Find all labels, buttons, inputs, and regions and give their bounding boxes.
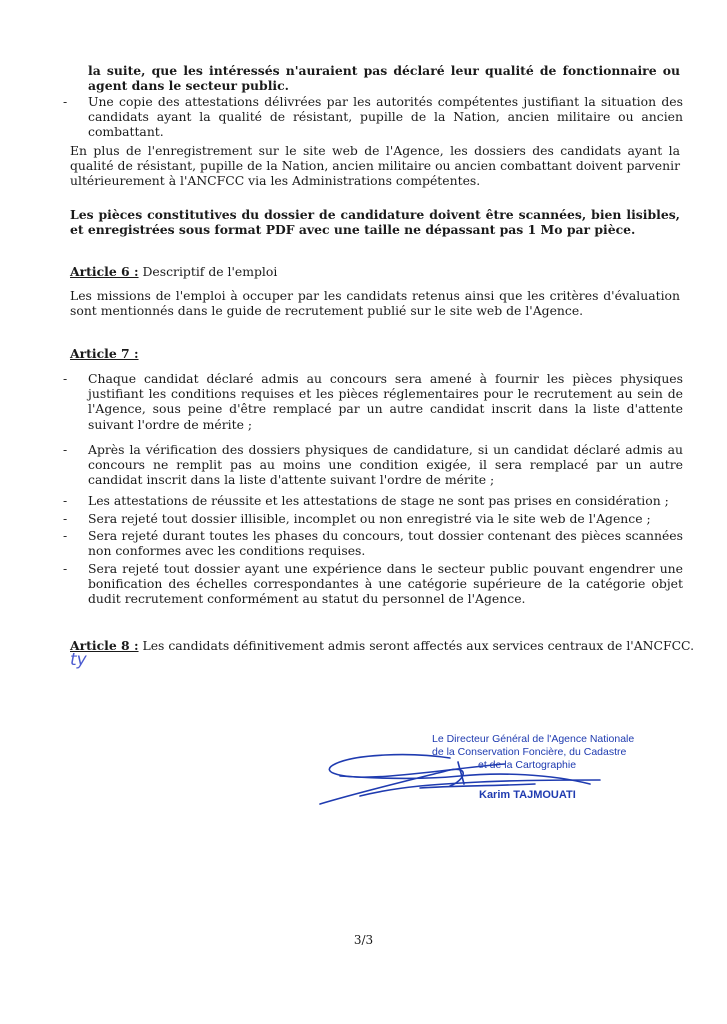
article6-heading: [70, 264, 680, 279]
article7-item-text: Les attestations de réussite et les attestations de stage ne sont pas prises en considération ;: [88, 493, 669, 508]
article7-item-text: Chaque candidat déclaré admis au concours sera amené à fournir les pièces physiques justifiant les conditions requises et les pièces réglementaires pour le recrutement au sein de l'Agence, sous peine d'être remplacé par un autre candidat inscrit dans la liste d'attente suivant l'ordre de mérite ;: [88, 371, 683, 432]
article7-item: [63, 442, 683, 488]
article7-item: [63, 493, 683, 508]
signature-title-line1: Le Directeur Général de l'Agence Nationale: [432, 733, 635, 745]
article6-subtitle: Descriptif de l'emploi: [142, 264, 278, 279]
bullet-dash: -: [63, 371, 68, 386]
article7-item-text: Sera rejeté durant toutes les phases du concours, tout dossier contenant des pièces scannées non conformes avec les conditions requises.: [88, 528, 683, 559]
article7-heading: [70, 346, 680, 361]
article8-title: Article 8 :: [70, 638, 139, 653]
article7-item-text: Sera rejeté tout dossier illisible, incomplet ou non enregistré via le site web de l'Agence ;: [88, 511, 651, 526]
bullet-dash: -: [63, 442, 68, 457]
signatory-name: Karim TAJMOUATI: [479, 789, 576, 801]
scan-requirements-paragraph: Les pièces constitutives du dossier de candidature doivent être scannées, bien lisibles, et enregistrées sous format PDF avec une taille ne dépassant pas 1 Mo par pièce.: [70, 207, 680, 238]
signature-title-line2: de la Conservation Foncière, du Cadastre: [432, 746, 627, 758]
article7-item: [63, 371, 683, 432]
article7-title: Article 7 :: [70, 346, 139, 361]
page-number: 3/3: [353, 933, 374, 947]
article6-title: Article 6 :: [70, 264, 139, 279]
article7-item: [63, 561, 683, 607]
article7-item: [63, 511, 683, 526]
article6-text: Les missions de l'emploi à occuper par les candidats retenus ainsi que les critères d'évaluation sont mentionnés dans le guide de recrutement publié sur le site web de l'Agence.: [70, 288, 680, 319]
article7-item-text: Sera rejeté tout dossier ayant une expérience dans le secteur public pouvant engendrer une bonification des échelles correspondantes à une catégorie supérieure de la catégorie objet dudit recrutement conformément au statut du personnel de l'Agence.: [88, 561, 683, 607]
handwritten-initials: ty: [70, 650, 87, 671]
continuation-bold-text: la suite, que les intéressés n'auraient pas déclaré leur qualité de fonctionnaire ou agent dans le secteur public.: [88, 63, 680, 94]
article8-text: Les candidats définitivement admis seront affectés aux services centraux de l'ANCFCC.: [142, 638, 695, 653]
article8: [70, 638, 700, 671]
bullet-dash: -: [63, 94, 68, 109]
continuation-bullet: [63, 94, 683, 140]
bullet-dash: -: [63, 561, 68, 576]
handwritten-signature: [300, 740, 610, 820]
registration-paragraph: En plus de l'enregistrement sur le site web de l'Agence, les dossiers des candidats ayant la qualité de résistant, pupille de la Nation, ancien militaire ou ancien combattant doivent parvenir ultérieurement à l'ANCFCC via les Administrations compétentes.: [70, 143, 680, 189]
article7-item-text: Après la vérification des dossiers physiques de candidature, si un candidat déclaré admis au concours ne remplit pas au moins une condition exigée, il sera remplacé par un autre candidat inscrit dans la liste d'attente suivant l'ordre de mérite ;: [88, 442, 683, 488]
signature-title-line3: et de la Cartographie: [478, 759, 577, 771]
bullet-dash: -: [63, 511, 68, 526]
bullet-dash: -: [63, 528, 68, 543]
article7-item: [63, 528, 683, 558]
continuation-bullet-text: Une copie des attestations délivrées par les autorités compétentes justifiant la situation des candidats ayant la qualité de résistant, pupille de la Nation, ancien militaire ou ancien combattant.: [88, 94, 683, 140]
bullet-dash: -: [63, 493, 68, 508]
